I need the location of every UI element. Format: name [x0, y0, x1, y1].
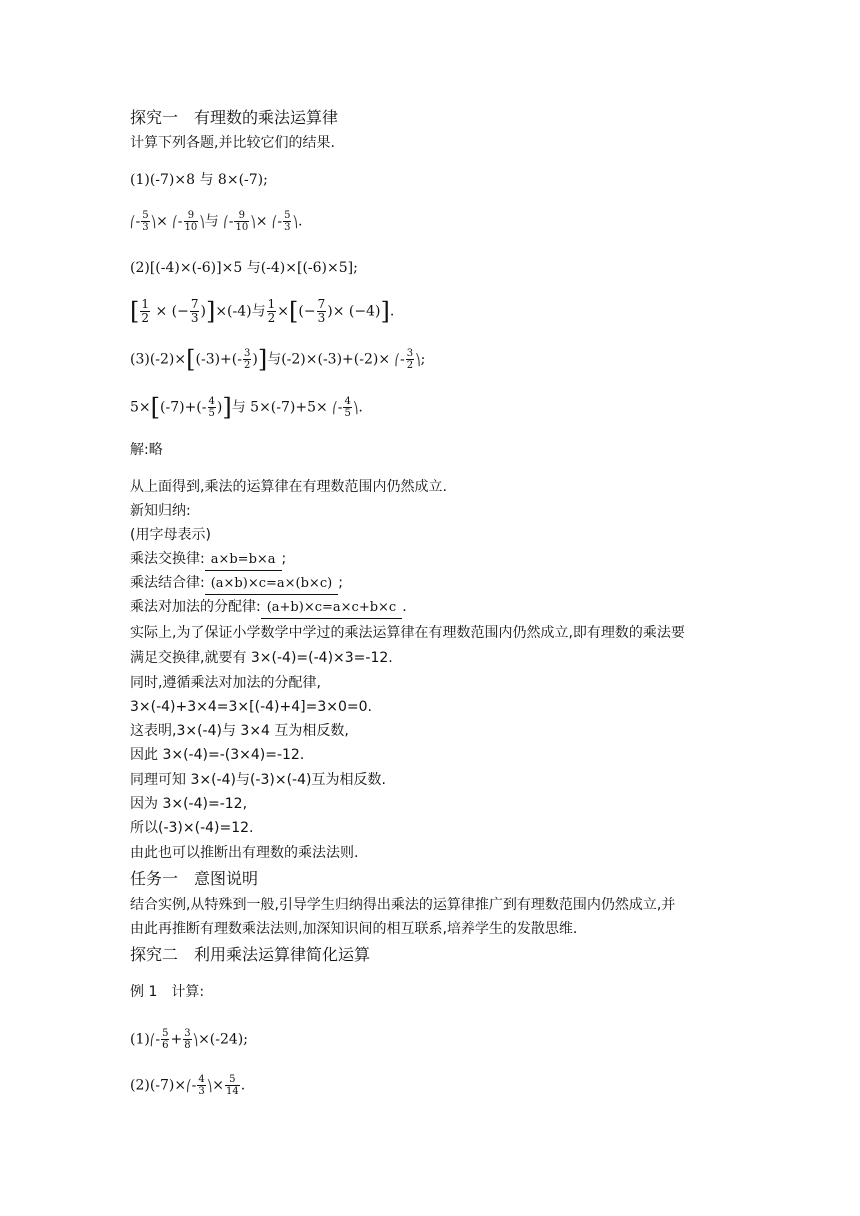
text-line: 由此也可以推断出有理数的乘法法则. — [130, 845, 359, 861]
text-line: 所以(-3)×(-4)=12. — [130, 820, 254, 836]
problem-1b: ⎛- $\frac{5}{3}$ ⎞× ⎛- $\frac{9}{10}$ ⎞与 ⎛- $\frac{9}{10}$ ⎞× ⎛- $\frac{5}{3}$ ⎞. — [130, 210, 303, 233]
section1-title: 探究一 有理数的乘法运算律 — [130, 108, 339, 127]
conclusion: 从上面得到,乘法的运算律在有理数范围内仍然成立. — [130, 479, 447, 495]
section1-intro: 计算下列各题,并比较它们的结果. — [130, 135, 335, 151]
law-commutative: 乘法交换律: a×b=b×a ; — [130, 549, 286, 571]
law-distributive: 乘法对加法的分配律: (a+b)×c=a×c+b×c . — [130, 597, 407, 619]
problem-3b: 5×[(-7)+(- $\frac{4}{5}$ )]与 5×(-7)+5× ⎛- $\frac{4}{5}$ ⎞. — [130, 393, 363, 422]
problem-1a: (1)(-7)×8 与 8×(-7); — [130, 172, 268, 188]
problem-2a: (2)[(-4)×(-6)]×5 与(-4)×[(-6)×5]; — [130, 260, 358, 276]
example-label: 例 1 计算: — [130, 984, 205, 1000]
new-knowledge: 新知归纳: — [130, 503, 191, 519]
fraction: $\frac{5}{3}$ — [142, 210, 149, 233]
text-line: 因为 3×(-4)=-12, — [130, 796, 248, 812]
task-line: 由此再推断有理数乘法法则,加深知识间的相互联系,培养学生的发散思维. — [130, 921, 578, 937]
text-line: 3×(-4)+3×4=3×[(-4)+4]=3×0=0. — [130, 699, 372, 715]
text-line: 满足交换律,就要有 3×(-4)=(-4)×3=-12. — [130, 650, 393, 666]
section2-title: 探究二 利用乘法运算律简化运算 — [130, 945, 371, 964]
task-line: 结合实例,从特殊到一般,引导学生归纳得出乘法的运算律推广到有理数范围内仍然成立,并 — [130, 897, 676, 913]
example-q2: (2)(-7)×⎛- $\frac{4}{3}$ ⎞× $\frac{5}{14}$ . — [130, 1074, 246, 1097]
solution: 解:略 — [130, 442, 163, 458]
text-line: 实际上,为了保证小学数学中学过的乘法运算律在有理数范围内仍然成立,即有理数的乘法要 — [130, 625, 685, 641]
letters-note: (用字母表示) — [130, 527, 211, 543]
problem-2b: [ $\frac{1}{2}$ × (− $\frac{7}{3}$ )]×(-4)与 $\frac{1}{2}$ ×[(− $\frac{7}{3}$ )× (−4)]. — [130, 297, 395, 326]
text-line: 因此 3×(-4)=-(3×4)=-12. — [130, 747, 305, 763]
task-title: 任务一 意图说明 — [130, 869, 259, 888]
text-line: 同时,遵循乘法对加法的分配律, — [130, 675, 321, 691]
example-q1: (1)⎛- $\frac{5}{6}$ + $\frac{3}{8}$ ⎞×(-24); — [130, 1028, 248, 1051]
problem-3a: (3)(-2)×[(-3)+(- $\frac{3}{2}$ )]与(-2)×(-3)+(-2)× ⎛- $\frac{3}{2}$ ⎞; — [130, 345, 426, 374]
text-line: 这表明,3×(-4)与 3×4 互为相反数, — [130, 723, 349, 739]
text-line: 同理可知 3×(-4)与(-3)×(-4)互为相反数. — [130, 772, 386, 788]
law-associative: 乘法结合律: (a×b)×c=a×(b×c) ; — [130, 573, 343, 595]
